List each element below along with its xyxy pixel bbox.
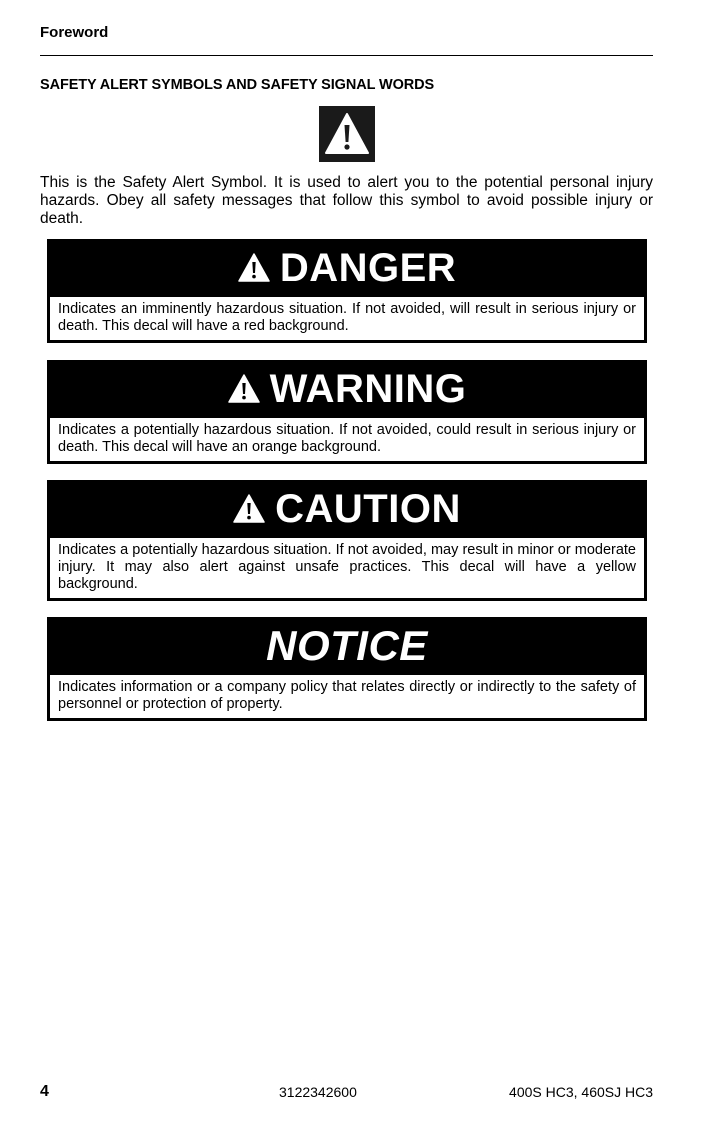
- caution-description: Indicates a potentially hazardous situation. If not avoided, may result in minor or moderate injury. It may also alert against unsafe practices. This decal will have a yellow background.: [50, 538, 644, 598]
- safety-alert-symbol: [319, 106, 375, 162]
- notice-description: Indicates information or a company policy that relates directly or indirectly to the safety of personnel or protection of property.: [50, 675, 644, 718]
- danger-decal: [47, 239, 647, 343]
- warning-decal: [47, 360, 647, 464]
- caution-signal-word: CAUTION: [275, 486, 461, 531]
- danger-description: Indicates an imminently hazardous situation. If not avoided, will result in serious injury or death. This decal will have a red background.: [50, 297, 644, 340]
- danger-signal-word: DANGER: [279, 245, 457, 290]
- caution-decal: [47, 480, 647, 601]
- warning-triangle-icon: [228, 374, 260, 404]
- document-number: 3122342600: [279, 1084, 357, 1100]
- caution-decal-header: [50, 480, 644, 538]
- warning-decal-header: [50, 360, 644, 418]
- danger-decal-header: [50, 239, 644, 297]
- section-label: Foreword: [40, 24, 109, 41]
- intro-paragraph: This is the Safety Alert Symbol. It is used to alert you to the potential personal injury hazards. Obey all safety messages that follow this symbol to avoid possible injury or death.: [40, 174, 653, 227]
- warning-signal-word: WARNING: [269, 366, 467, 411]
- notice-decal: [47, 617, 647, 721]
- warning-triangle-icon: [324, 112, 370, 156]
- page-number: 4: [40, 1083, 49, 1100]
- header-rule: [40, 55, 653, 56]
- page-heading: SAFETY ALERT SYMBOLS AND SAFETY SIGNAL WORDS: [40, 77, 435, 93]
- warning-description: Indicates a potentially hazardous situation. If not avoided, could result in serious injury or death. This decal will have an orange background.: [50, 418, 644, 461]
- notice-decal-header: [50, 617, 644, 675]
- warning-triangle-icon: [238, 253, 270, 283]
- warning-triangle-icon: [233, 494, 265, 524]
- model-numbers: 400S HC3, 460SJ HC3: [509, 1084, 653, 1100]
- notice-signal-word: NOTICE: [266, 622, 428, 669]
